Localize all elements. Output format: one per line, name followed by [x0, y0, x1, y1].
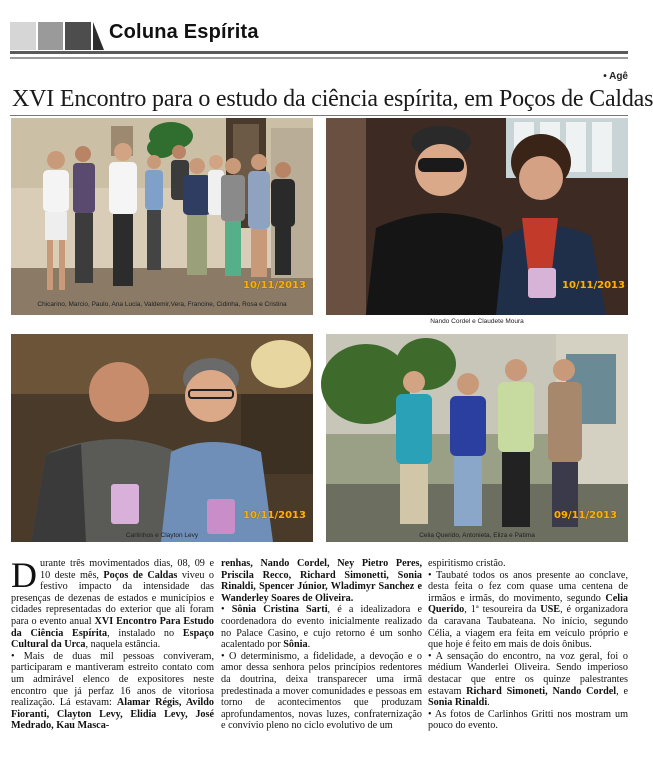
- text-run-bold: Poços de Caldas: [103, 569, 178, 581]
- text-run: • A sensação do encontro, na voz geral, foi o médium Wanderlei Oliveira. Sendo imperioso destacar que entre os quinze palestrantes estavam: [428, 650, 628, 697]
- author-byline: • Agê: [603, 71, 628, 82]
- text-run: .: [487, 697, 490, 709]
- header-decor-triangle: [93, 22, 104, 50]
- article-paragraph: [428, 570, 628, 651]
- article-paragraph: [428, 651, 628, 709]
- header-decor-block: [10, 22, 36, 50]
- header-rule: [10, 57, 628, 59]
- header-decor-block: [38, 22, 63, 50]
- drop-cap: D: [11, 555, 37, 595]
- duo-photo: [326, 118, 628, 325]
- article-column: [11, 555, 215, 768]
- text-run-bold: Sônia: [283, 639, 308, 651]
- text-run: , 1ª tesoureira da: [464, 604, 541, 616]
- text-run: urante três movimentados dias, 08, 09 e 10 deste mês,: [40, 558, 214, 581]
- article-headline: XVI Encontro para o estudo da ciência espírita, em Poços de Caldas: [12, 86, 653, 112]
- text-run-bold: Espaço Cultural da Urca: [11, 627, 214, 651]
- article-column: [428, 558, 628, 768]
- headline-rule: [10, 115, 628, 116]
- duo-photo: [11, 334, 313, 542]
- article-paragraph: espiritismo cristão.: [428, 558, 506, 569]
- text-run: , é organizadora da caravana Taubateana. No início, segundo Célia, a viagem era feita em veículo próprio e que hoje é feito em mais de dois ônibus.: [428, 604, 628, 651]
- article-column: [221, 558, 422, 768]
- article-paragraph: [11, 651, 214, 732]
- text-run-bold: renhas, Nando Cordel, Ney Pietro Peres, Priscila Recco, Richard Simonetti, Sonia Rinaldi, Spencer Júnior, Wladimyr Sanchez e Wanderley Soares de Oliveira.: [221, 558, 422, 604]
- text-run-bold: Celia Querido: [428, 592, 628, 616]
- group-photo: [326, 334, 628, 542]
- text-run-bold: USE: [540, 604, 561, 616]
- article-paragraph: [221, 604, 422, 650]
- article-paragraph: [221, 558, 422, 604]
- section-header: [0, 0, 639, 64]
- text-run-bold: Alamar Régis, Avildo Fioranti, Clayton Levy, Elidia Levy, José Medrado, Kau Masca-: [11, 697, 214, 732]
- article-paragraph: [11, 555, 215, 651]
- photo-date-stamp: 10/11/2013: [243, 510, 306, 521]
- article-paragraph: • O determinismo, a fidelidade, a devoção e o amor dessa senhora pelos princípios redentores da doutrina, deixa transparecer uma irmã predestinada a mover comunidades e pessoas em torno de acontecimentos que produzam aprofundamentos, novas luzes, confraternização e convívio pleno no ciclo evolutivo de um: [221, 650, 422, 732]
- header-decor-block: [65, 22, 91, 50]
- photo-caption: Celia Querido, Antonieta, Eliza e Patima: [419, 532, 535, 539]
- photo-date-stamp: 10/11/2013: [562, 280, 625, 291]
- text-run: viveu o festivo impacto da intensidade das presenças de dezenas de estados e municípios e cidades representadas do exterior que ali foram para o evento anual: [11, 569, 215, 627]
- photo-caption: Carlinhos e Clayton Levy: [125, 532, 199, 539]
- text-run: .: [307, 639, 311, 651]
- header-rule: [10, 51, 628, 54]
- section-title: Coluna Espírita: [109, 21, 259, 43]
- text-run: , instalado no: [107, 627, 183, 639]
- photo-caption: Chicarino, Marcio, Paulo, Ana Lucia, Valdemir,Vera, Francine, Cidinha, Rosa e Cristina: [37, 301, 287, 308]
- text-run-bold: XVI Encontro Para Estudo da Ciência Espírita: [11, 615, 214, 639]
- text-run: , é a idealizadora e coordenadora do evento inicialmente realizado no Palace Casino, e cujo retorno é um sonho acalentado por: [221, 604, 422, 651]
- photo-date-stamp: 09/11/2013: [554, 510, 617, 521]
- group-photo: [11, 118, 313, 315]
- text-run-bold: Sônia Cristina Sarti: [231, 604, 328, 616]
- text-run-bold: Richard Simoneti, Nando Cordel: [466, 685, 617, 697]
- text-run: , naquela estância.: [85, 639, 161, 651]
- text-run: , e: [616, 685, 628, 697]
- text-run: • Taubaté todos os anos presente ao conclave, desta feita o fez com quase uma centena de irmãos e irmãs, do movimento, segundo: [428, 569, 628, 604]
- photo-caption: Nando Cordel e Claudete Moura: [430, 318, 524, 325]
- article-paragraph: • As fotos de Carlinhos Gritti nos mostram um pouco do evento.: [428, 708, 628, 732]
- text-run: • Mais de duas mil pessoas conviveram, participaram e mantiveram estreito contato com um admirável elenco de expositores neste encontro que já perfaz 16 anos de vitoriosa realização. Lá estavam:: [11, 650, 214, 709]
- photo-date-stamp: 10/11/2013: [243, 280, 306, 291]
- text-run-bold: Sonia Rinaldi: [428, 697, 488, 709]
- text-run: •: [221, 604, 232, 616]
